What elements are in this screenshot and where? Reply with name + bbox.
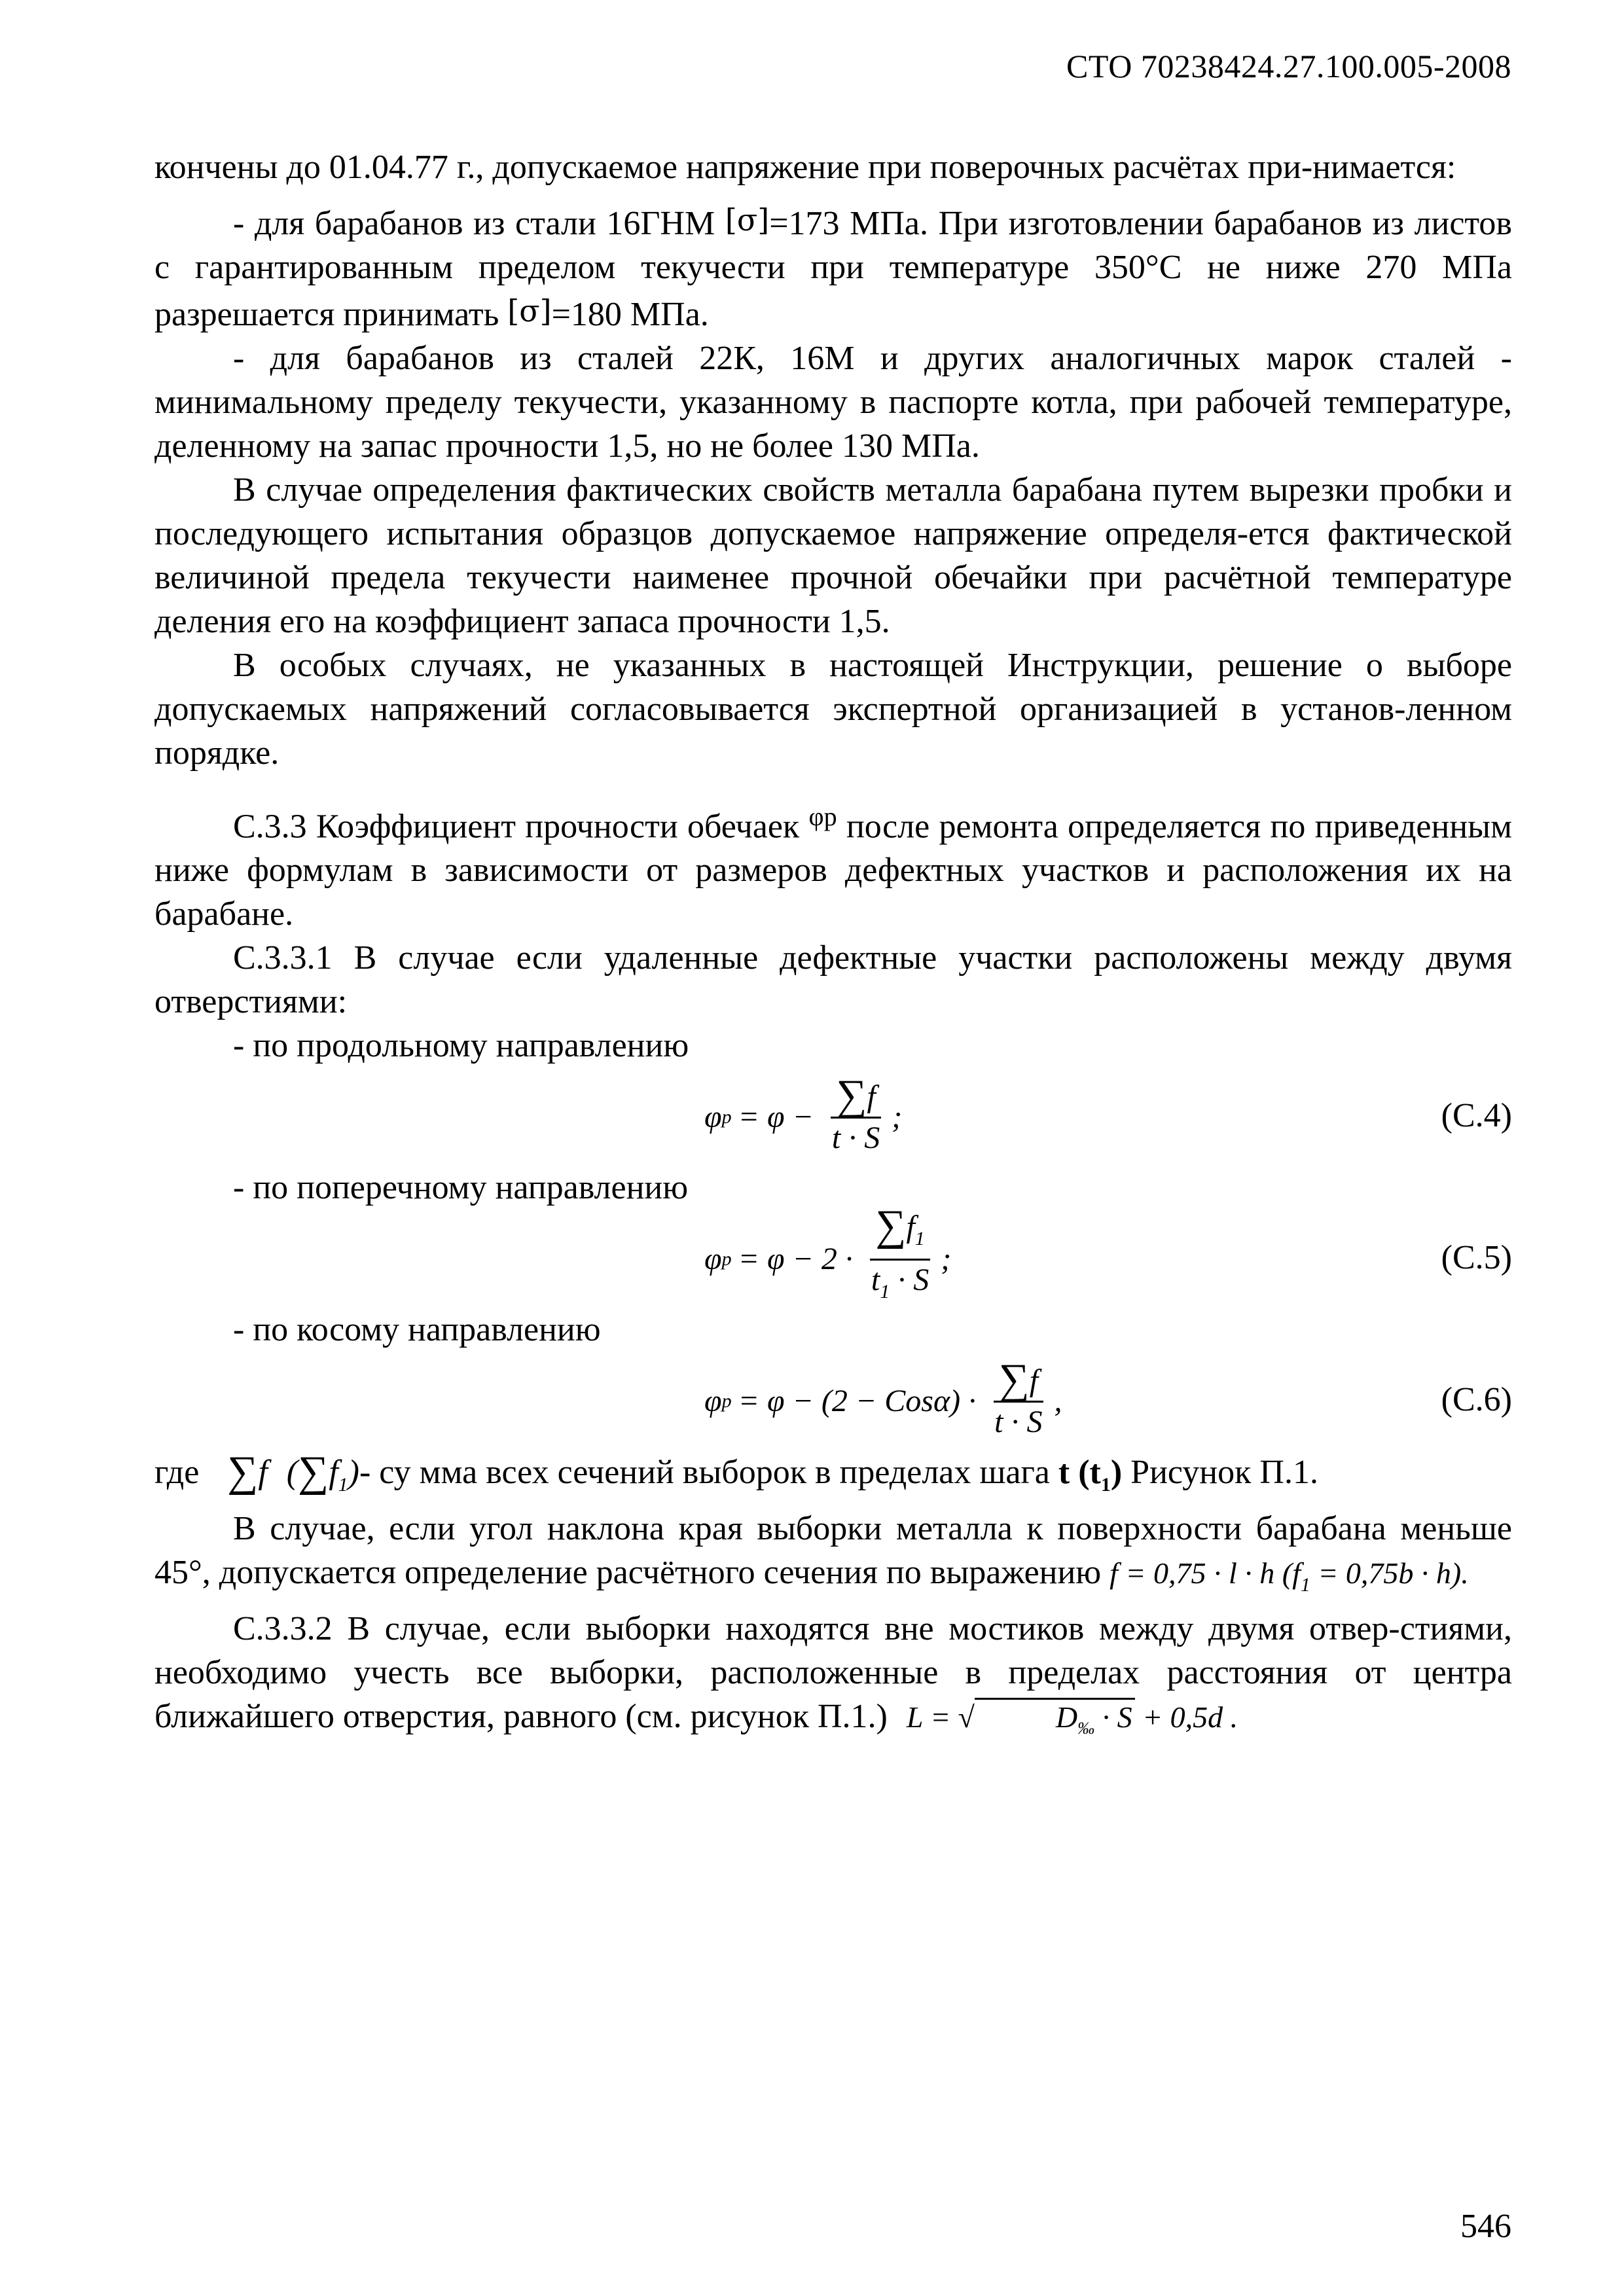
expression-L: L = √ $D_‰ \cdot S + 0,5d$ . (907, 1700, 1238, 1734)
equation-number: (С.6) (1441, 1381, 1512, 1419)
text-segment: после ремонта определяется по приведенным ниже формулам в зависимости от размеров дефектных участков и расположения их на барабане. (154, 808, 1513, 933)
text-segment: - су мма всех сечений выборок в пределах шага (359, 1454, 1050, 1492)
text-segment: =173 МПа. При изготовлении барабанов из листов с гарантированным пределом текучести при температуре 350°С не ниже 270 МПа разрешается принимать (154, 205, 1512, 333)
text-segment: =180 МПа. (551, 296, 709, 333)
text-segment: где (154, 1454, 200, 1492)
paragraph-continuation: кончены до 01.04.77 г., допускаемое напряжение при поверочных расчётах при-нимается: (154, 149, 1456, 186)
paragraph-angle (154, 1507, 1512, 1607)
text-segment: В случае, если угол наклона края выборки металла к поверхности барабана меньше 45°, допускается определение расчётного сечения по выражению (154, 1510, 1512, 1592)
paragraph-16gnm (154, 198, 1512, 336)
document-code: СТО 70238424.27.100.005-2008 (1066, 48, 1511, 84)
text-segment: С.3.3.2 В случае, если выборки находятся вне мостиков между двумя отвер-стиями, необходимо учесть все выборки, расположенные в пределах расстояния от центра ближайшего отверстия, равного (см. рисунок П.1.) (154, 1610, 1512, 1736)
expression-f: f = 0,75 · l · h $(f_1 = 0,75b \cdot h)$. (1110, 1556, 1469, 1596)
formula-c5: φ p = φ − 2 · $\frac{\sum f_1}{t_1 \cdot S}$ ; (С.5) (154, 1210, 1512, 1308)
direction-longitudinal: - по продольному направлению (233, 1027, 689, 1065)
paragraph-c331: С.3.3.1 В случае если удаленные дефектные участки расположены между двумя отверстиями: (154, 939, 1512, 1021)
sigma-symbol: [σ] (507, 293, 552, 329)
step-symbol: t $(t_1)$ (1058, 1454, 1123, 1496)
paragraph-where (154, 1450, 1512, 1507)
text-segment: - для барабанов из стали 16ГНМ (233, 205, 715, 242)
direction-oblique: - по косому направлению (233, 1311, 601, 1349)
text-segment: С.3.3 Коэффициент прочности обечаек (233, 808, 800, 846)
equation-number: (С.5) (1441, 1239, 1512, 1277)
sigma-symbol: [σ] (725, 202, 770, 238)
paragraph-c33 (154, 795, 1512, 936)
direction-transverse: - по поперечному направлению (233, 1169, 689, 1207)
fraction: $\frac{\sum f}{t \cdot S}$ (994, 1355, 1043, 1439)
page-number: 546 (1460, 2208, 1511, 2245)
sum-f1: $(\sum f_1)$ (286, 1448, 359, 1496)
paragraph-22k: - для барабанов из сталей 22К, 16М и других аналогичных марок сталей - минимальному пределу текучести, указанному в паспорте котла, при рабочей температуре, деленному на запас прочности 1,5, но не более 130 МПа. (154, 340, 1512, 465)
page-body (154, 145, 1512, 1746)
paragraph-actual-properties: В случае определения фактических свойств металла барабана путем вырезки пробки и последующего испытания образцов допускаемое напряжение определя-ется фактической величиной предела текучести наименее прочной обечайки при расчётной температуре деления его на коэффициент запаса прочности 1,5. (154, 471, 1512, 640)
formula-c6: φ p = φ − (2 − Cosα) · $\frac{\sum f}{t \cdot S}$ , (С.6) (154, 1352, 1512, 1450)
text-segment: Рисунок П.1. (1130, 1454, 1318, 1492)
fraction: $\frac{\sum f_1}{t_1 \cdot S}$ (871, 1201, 929, 1302)
sum-f: ∑f (227, 1448, 268, 1496)
phi-p-symbol: φр (808, 802, 837, 831)
equation-number: (С.4) (1441, 1097, 1512, 1135)
formula-c4: φ p = φ − $\frac{\sum f}{t \cdot S}$ ; (С.4) (154, 1067, 1512, 1166)
fraction: $\frac{\sum f}{t \cdot S}$ (831, 1071, 880, 1155)
paragraph-special-cases: В особых случаях, не указанных в настоящей Инструкции, решение о выборе допускаемых напряжений согласовывается экспертной организацией в установ-ленном порядке. (154, 647, 1512, 772)
paragraph-c332 (154, 1607, 1512, 1746)
